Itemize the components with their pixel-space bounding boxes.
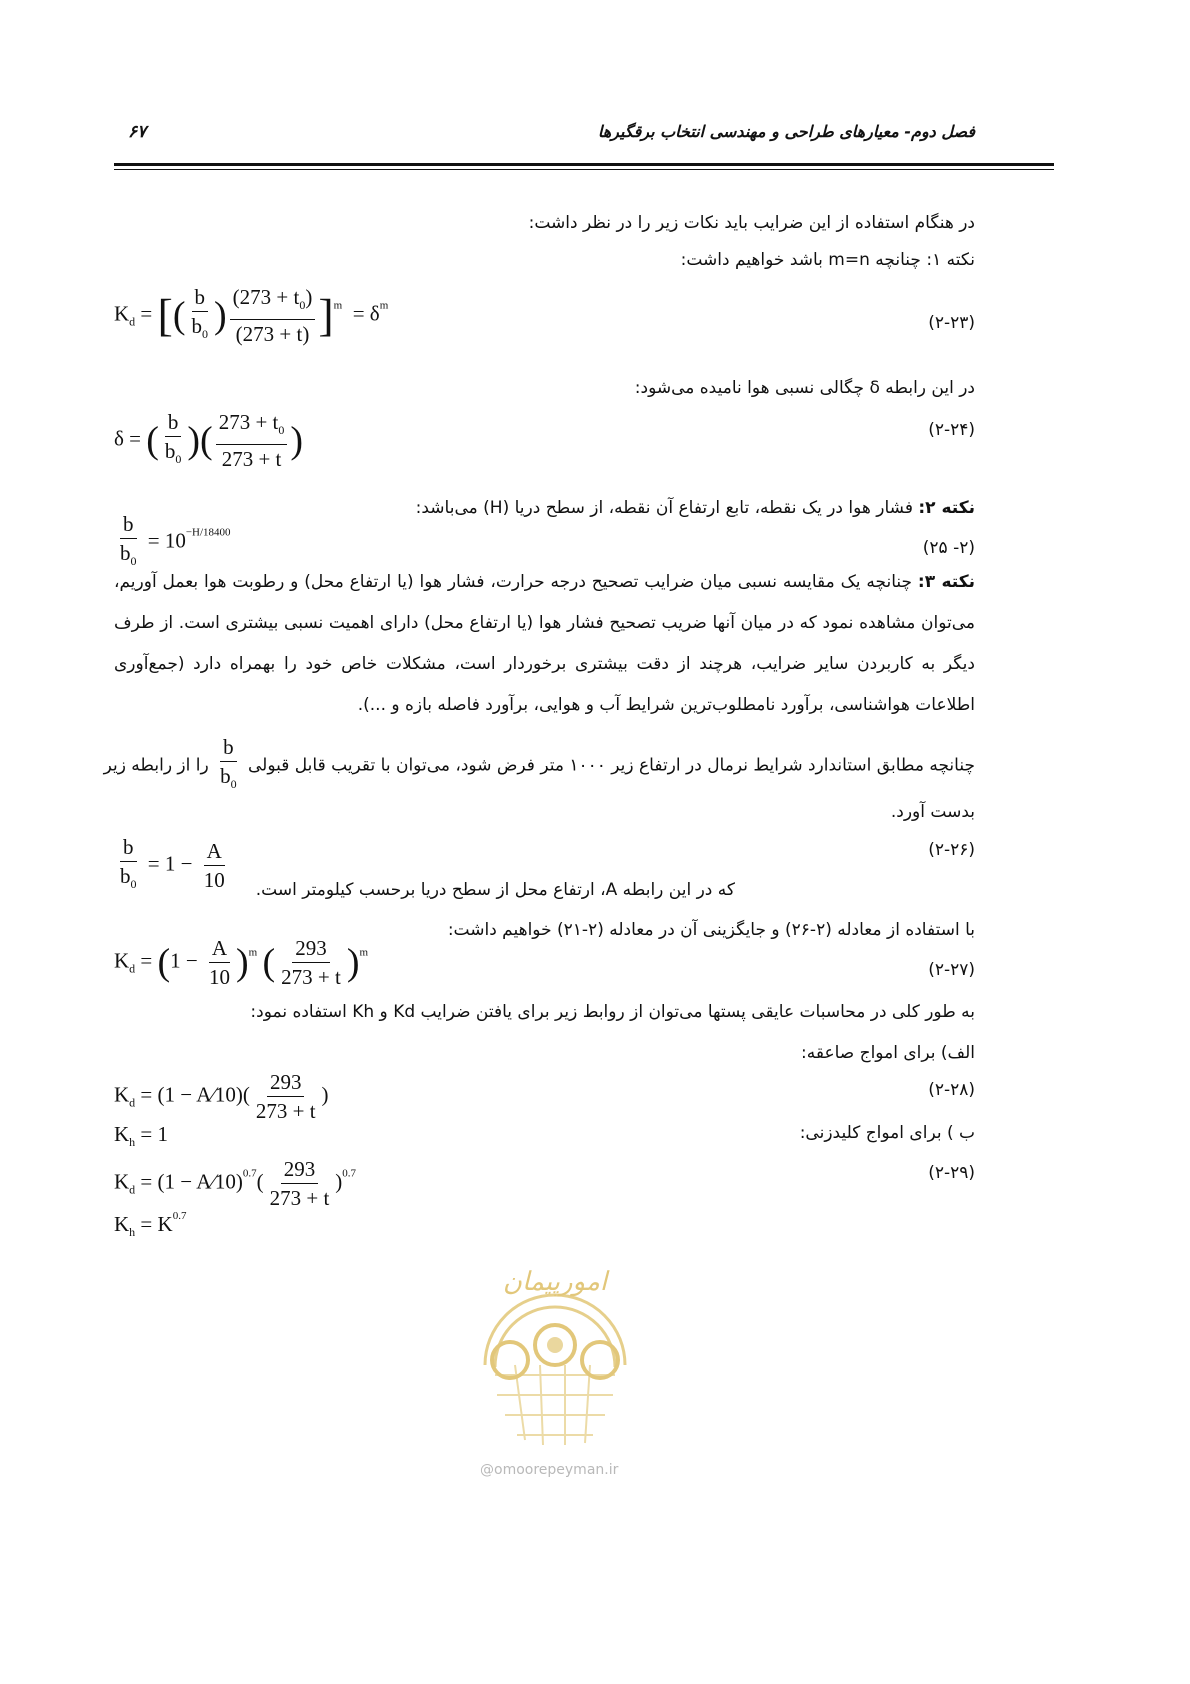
delta-definition-line: در این رابطه δ چگالی نسبی هوا نامیده می‌شود: (634, 378, 975, 398)
note2-text: فشار هوا در یک نقطه، تابع ارتفاع آن نقطه، از سطح دریا (H) می‌باشد: (415, 498, 913, 518)
equation-25: $\frac{b}{b_0}$ = $10^{-H/18400}$ (120, 512, 231, 568)
equation-29-kh: $K_h = K^{0.7}$ (114, 1210, 187, 1239)
altitude-definition-line: که در این رابطه A، ارتفاع محل از سطح دریا برحسب کیلومتر است. (255, 880, 735, 900)
note1-text: نکته ۱: چنانچه m=n باشد خواهیم داشت: (680, 250, 975, 270)
eq-number-23: (۲-۲۳) (928, 313, 975, 333)
note2-line (416, 498, 975, 518)
eq-number-28: (۲-۲۸) (928, 1080, 975, 1100)
standard-line-after: را از رابطه زیر (103, 755, 209, 776)
equation-28-kh: $K_h = 1$ (114, 1122, 169, 1149)
note2-label: نکته ۲: (918, 498, 975, 518)
watermark-logo-text: امورپیمان (502, 1267, 608, 1297)
note3-paragraph (114, 562, 975, 726)
page-number: ۶۷ (128, 122, 147, 142)
equation-29-kd: $K_d = (1$ − A⁄10)$^{0.7}$( $\frac{293}{273 + t}$ )$^{0.7}$ (114, 1157, 357, 1210)
switching-label: ب ) برای امواج کلیدزنی: (799, 1123, 975, 1143)
watermark-site: @omoorepeyman.ir (480, 1462, 619, 1478)
equation-28-kd: $K_d = (1$ − A⁄10)( $\frac{293}{273 + t}$ ) (114, 1070, 329, 1123)
equation-23: $K_d$ = [( $\frac{b}{b_0}$ ) $\frac{(273 + t_0)}{(273 + t)}$ ]$^m = \delta^m$ (114, 285, 389, 346)
eq-number-29: (۲-۲۹) (928, 1163, 975, 1183)
standard-line-before: چنانچه مطابق استاندارد شرایط نرمال در ارتفاع زیر ۱۰۰۰ متر فرض شود، می‌توان با تقریب قابل قبولی (248, 755, 975, 776)
standard-line-continuation: بدست آورد. (890, 802, 975, 822)
chapter-title: فصل دوم- معیارهای طراحی و مهندسی انتخاب برقگیرها (597, 122, 975, 141)
eq-number-27: (۲-۲۷) (928, 960, 975, 980)
substitution-line: با استفاده از معادله (۲-۲۶) و جایگزینی آن در معادله (۲-۲۱) خواهیم داشت: (447, 920, 975, 940)
equation-26: $\frac{b}{b_0}$ = 1 − $\frac{A}{10}$ (120, 835, 225, 892)
inline-b-over-b0: $\frac{b}{b_0}$ (220, 735, 237, 791)
header-rule-thick (114, 163, 1054, 166)
general-relations-line: به طور کلی در محاسبات عایقی پستها می‌توان از روابط زیر برای یافتن ضرایب Kd و Kh استفاده نمود: (250, 1002, 975, 1022)
eq-number-26: (۲-۲۶) (928, 840, 975, 860)
intro-line: در هنگام استفاده از این ضرایب باید نکات زیر را در نظر داشت: (528, 213, 975, 233)
note3-label: نکته ۳: (917, 572, 975, 592)
eq-number-24: (۲-۲۴) (928, 420, 975, 440)
eq-number-25: (۲۵ -۲) (922, 538, 975, 558)
equation-24: δ = ( $\frac{b}{b_0}$ )( $\frac{273 + t_0}{273 + t}$ ) (114, 410, 304, 471)
note3-text: چنانچه یک مقایسه نسبی میان ضرایب تصحیح درجه حرارت، فشار هوا (یا ارتفاع محل) و رطوبت هوا بعمل آوریم، می‌توان مشاهده نمود که در میان آنها ضریب تصحیح فشار هوا (یا ارتفاع محل) دارای اهمیت نسبی بیشتری است. از طرف دیگر به کاربردن سایر ضرایب، هرچند از دقت بیشتری برخوردار است، مشکلات خاص خود را بهمراه دارد (جمع‌آوری اطلاعات هواشناسی، برآورد نامطلوب‌ترین شرایط آب و هوایی، برآورد فاصله بازه و ...). (114, 572, 975, 715)
header-rule-thin (114, 169, 1054, 170)
watermark-logo (455, 1255, 655, 1455)
standard-condition-line (104, 735, 975, 796)
watermark-site-text: omoorepeyman.ir (494, 1462, 619, 1478)
equation-27: $K_d = (1$ − $\frac{A}{10}$ )$^m$ ( $\frac{293}{273 + t}$ )$^m$ (114, 936, 369, 989)
lightning-label: الف) برای امواج صاعقه: (801, 1043, 975, 1063)
